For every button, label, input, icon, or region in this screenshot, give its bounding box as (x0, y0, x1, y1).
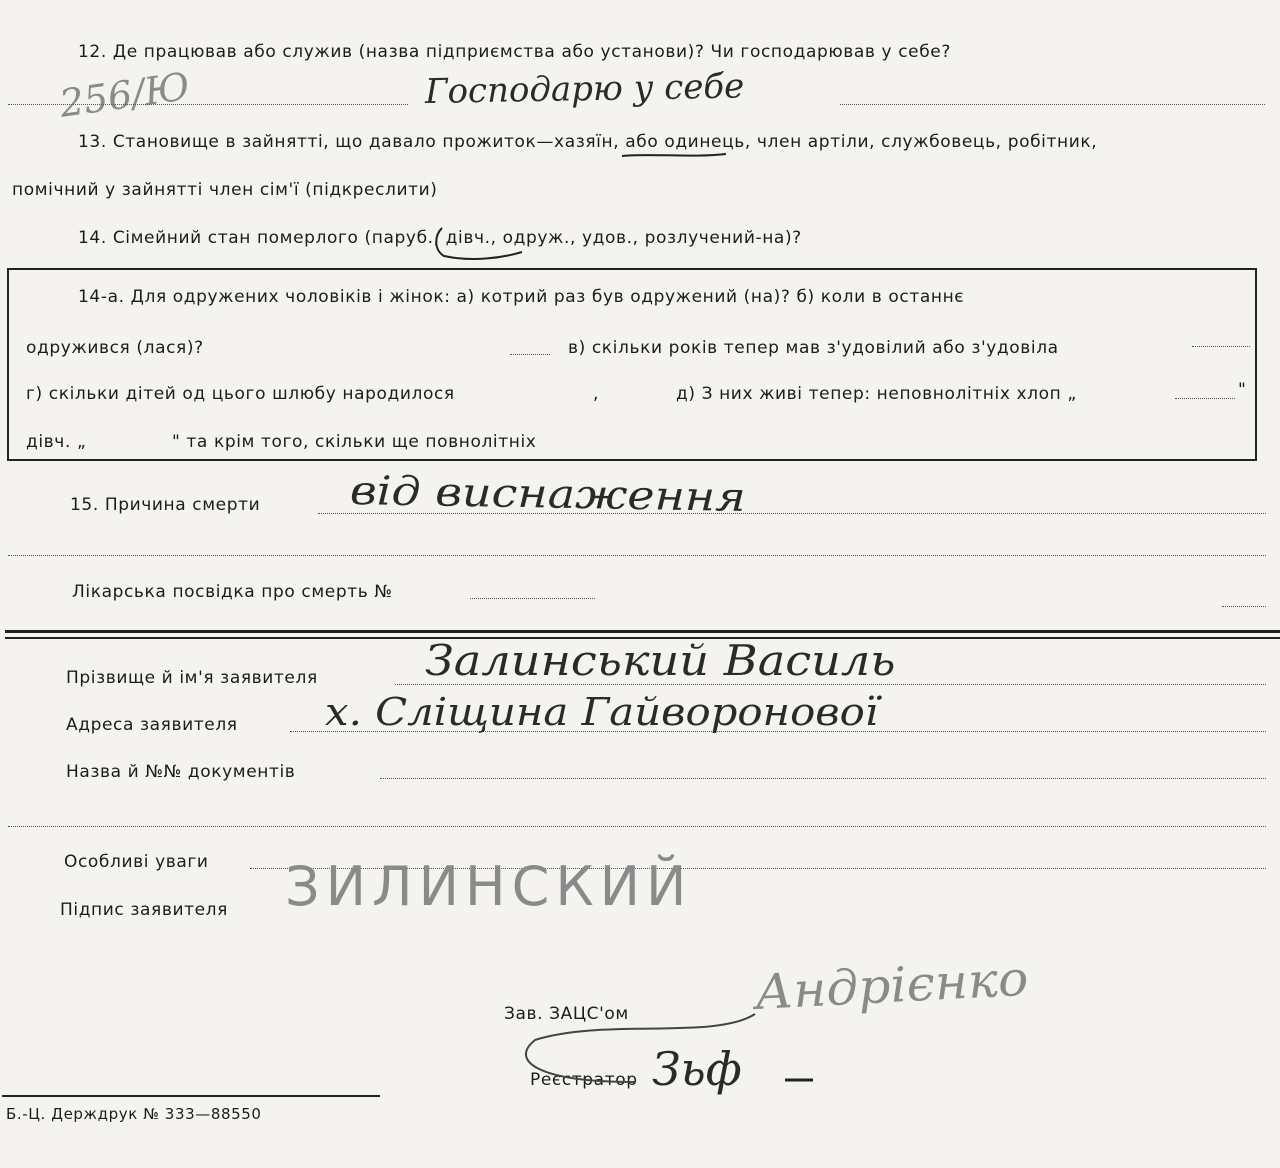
answer-line-15b (8, 555, 1266, 556)
applicant-signature-label: Підпис заявителя (60, 900, 228, 920)
certificate-number-line (470, 598, 595, 599)
head-label: Зав. ЗАЦС'ом (504, 1004, 629, 1024)
medical-certificate-label: Лікарська посвідка про смерть № (72, 582, 393, 602)
documents-line-2 (8, 826, 1266, 827)
certificate-line-right (1222, 606, 1266, 607)
registrar-signature: Зьф (652, 1042, 742, 1096)
answer-12-handwriting: Господарю у себе (424, 66, 745, 112)
quote-mark: " (1238, 380, 1247, 400)
applicant-signature-handwriting: ЗИЛИНСКИЙ (285, 855, 693, 918)
question-14a-line-4a: дівч. „ (26, 432, 87, 452)
answer-line-14a-3 (1175, 398, 1235, 399)
applicant-address-label: Адреса заявителя (66, 715, 238, 735)
applicant-name-label: Прізвище й ім'я заявителя (66, 668, 318, 688)
documents-label: Назва й №№ документів (66, 762, 296, 782)
remarks-label: Особливі уваги (64, 852, 209, 872)
question-14a-line-2b: в) скільки років тепер мав з'удовілий або з'удовіла (568, 338, 1059, 358)
applicant-name-handwriting: Залинський Василь (425, 636, 896, 685)
question-14a-line-1: 14-а. Для одружених чоловіків і жінок: а) котрий раз був одружений (на)? б) коли в останнє (78, 287, 965, 307)
signature-flourish (515, 1010, 815, 1100)
underline-khazyain (620, 150, 730, 160)
question-14a-line-3b: д) З них живі тепер: неповнолітніх хлоп „ (676, 384, 1077, 404)
registrar-label: Реєстратор (530, 1070, 638, 1090)
comma-mark: , (593, 384, 600, 404)
cause-of-death-handwriting: від виснаження (349, 468, 747, 521)
documents-line (380, 778, 1266, 779)
printer-mark: Б.-Ц. Держдрук № 333—88550 (6, 1105, 262, 1123)
answer-line-12b (840, 104, 1265, 105)
answer-line-12a (8, 104, 408, 105)
question-14a-line-4b: " та крім того, скільки ще повнолітніх (172, 432, 537, 452)
question-14a-line-3a: г) скільки дітей од цього шлюбу народилося (26, 384, 455, 404)
question-14a-line-2a: одружився (лася)? (26, 338, 204, 358)
margin-note: 256/Ю (56, 64, 193, 126)
question-13-line-1: 13. Становище в зайнятті, що давало прожиток—хазяїн, або одинець, член артіли, службовець, робітник, (78, 132, 1098, 152)
answer-line-14a-2 (1192, 346, 1250, 347)
question-12: 12. Де працював або служив (назва підприємства або установи)? Чи господарював у себе? (78, 42, 951, 62)
footer-rule (2, 1095, 380, 1097)
answer-line-14a-1 (510, 354, 550, 355)
question-15: 15. Причина смерти (70, 495, 261, 515)
divider-thick (5, 630, 1280, 633)
question-14: 14. Сімейний стан померлого (паруб., дівч., одруж., удов., розлучений-на)? (78, 228, 802, 248)
head-signature: Андрієнко (753, 950, 1030, 1021)
applicant-address-handwriting: х. Сліщина Гайворонової (325, 690, 879, 734)
circle-parub (432, 222, 527, 262)
question-13-line-2: помічний у зайнятті член сім'ї (підкреслити) (12, 180, 438, 200)
